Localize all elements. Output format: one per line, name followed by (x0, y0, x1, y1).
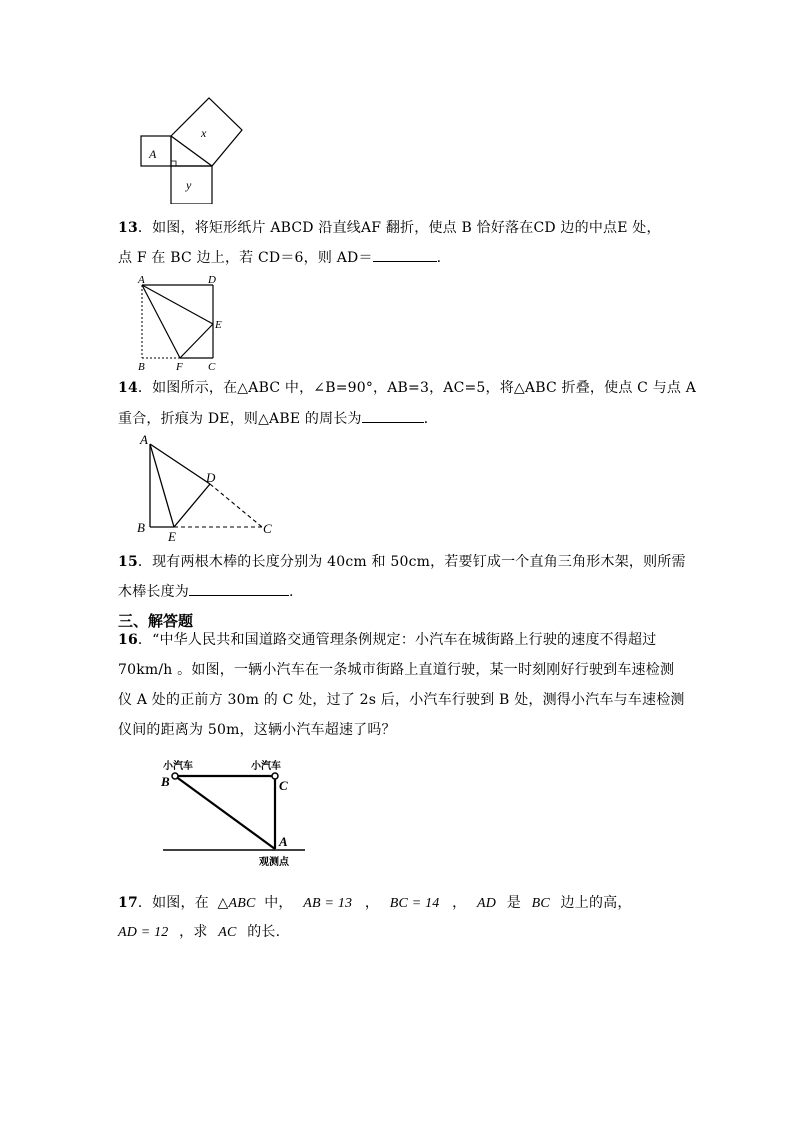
q15-line1 (118, 552, 686, 572)
label-car-right: 小汽车 (251, 761, 281, 772)
pythagoras-squares-figure (135, 92, 250, 204)
q17-ad2: AD = 12 (118, 925, 169, 940)
q13-line1 (118, 218, 661, 238)
q13-text-1: ．如图，将矩形纸片 ABCD 沿直线AF 翻折，使点 B 恰好落在CD 边的中点E 处， (137, 220, 661, 236)
q14-label-e: E (168, 529, 176, 544)
square-x (171, 98, 242, 166)
q14-answer-blank[interactable] (362, 408, 424, 423)
q13-label-f: F (176, 361, 183, 373)
q17-triangle: △ABC (217, 896, 256, 911)
q13-line2 (118, 247, 441, 268)
q16-label-c: C (279, 778, 288, 793)
q17-bc2: BC (531, 896, 550, 911)
q14-label-d: D (206, 470, 216, 485)
q15-text-1: ．现有两根木棒的长度分别为 40cm 和 50cm，若要钉成一个直角三角形木架，则所需 (137, 554, 686, 570)
q16-speed-check-figure (155, 758, 315, 873)
q17-sep1: ， (364, 895, 380, 911)
q17-text-is: 是 (506, 895, 521, 911)
q14-line2 (118, 408, 438, 429)
q17-ad: AD (477, 896, 497, 911)
q16-line2 (118, 660, 674, 680)
q14-line1 (118, 378, 696, 398)
q17-bc: BC = 14 (389, 896, 440, 911)
q13-label-c: C (208, 361, 216, 373)
q17-line1 (118, 893, 632, 914)
q14-text-1: ．如图所示，在△ABC 中，∠B=90°，AB=3，AC=5，将△ABC 折叠，使点 C 与点 A (137, 380, 697, 396)
q14-label-b: B (137, 520, 145, 535)
q17-line2 (118, 922, 280, 943)
label-x: x (201, 126, 207, 140)
q15-number: 15 (118, 554, 138, 570)
label-car-left: 小汽车 (163, 761, 193, 772)
q16-text-4: 仪间的距离为 50m，这辆小汽车超速了吗？ (118, 722, 396, 738)
q16-number: 16 (118, 632, 138, 648)
q16-label-b: B (161, 774, 170, 789)
square-y (171, 166, 212, 204)
label-y: y (186, 178, 192, 192)
q17-text-rest: 边上的高， (560, 895, 632, 911)
point-b (172, 773, 178, 779)
q17-number: 17 (118, 895, 138, 911)
q17-text-in: 中， (264, 895, 293, 911)
point-c (272, 773, 278, 779)
q15-answer-blank[interactable] (189, 581, 289, 596)
label-a: A (149, 147, 157, 161)
q14-line-end: ． (423, 411, 438, 427)
q13-answer-blank[interactable] (373, 247, 437, 262)
q17-text-find: ，求 (179, 924, 208, 940)
q15-text-2: 木棒长度为 (118, 584, 189, 600)
q15-line2 (118, 581, 294, 602)
q16-line1 (118, 630, 656, 650)
q17-ab: AB = 13 (303, 896, 353, 911)
q16-text-1: ．“中华人民共和国道路交通管理条例规定：小汽车在城街路上行驶的速度不得超过 (137, 632, 657, 648)
q13-text-2: 点 F 在 BC 边上，若 CD＝6，则 AD＝ (118, 250, 373, 266)
q13-label-d: D (208, 274, 216, 286)
q13-rectangle-figure (134, 273, 234, 373)
q14-number: 14 (118, 380, 138, 396)
q17-text-pre: ．如图，在 (137, 895, 209, 911)
q14-triangle-figure (134, 432, 279, 544)
q14-label-c: C (263, 521, 272, 536)
q16-text-3: 仪 A 处的正前方 30m 的 C 处，过了 2s 后，小汽车行驶到 B 处，测得小汽车与车速检测 (118, 692, 685, 708)
q17-sep2: ， (452, 895, 467, 911)
q16-line3 (118, 690, 685, 710)
q14-label-a: A (140, 432, 148, 447)
q17-text-end: 的长. (247, 924, 281, 940)
q13-line-end: . (436, 250, 442, 266)
q13-number: 13 (118, 220, 138, 236)
q15-line-end: . (289, 584, 294, 600)
q16-text-2: 70km/h 。如图，一辆小汽车在一条城市街路上直道行驶，某一时刻刚好行驶到车速检测 (118, 662, 675, 678)
q13-label-a: A (138, 274, 145, 286)
section-three-title: 三、解答题 (118, 612, 194, 630)
q16-label-a: A (279, 834, 288, 849)
q14-text-2: 重合，折痕为 DE，则△ABE 的周长为 (118, 411, 362, 427)
q16-line4 (118, 720, 396, 740)
q13-label-b: B (138, 361, 145, 373)
q13-label-e: E (215, 319, 222, 331)
label-observation-point: 观测点 (259, 857, 289, 868)
q17-ac: AC (218, 925, 237, 940)
